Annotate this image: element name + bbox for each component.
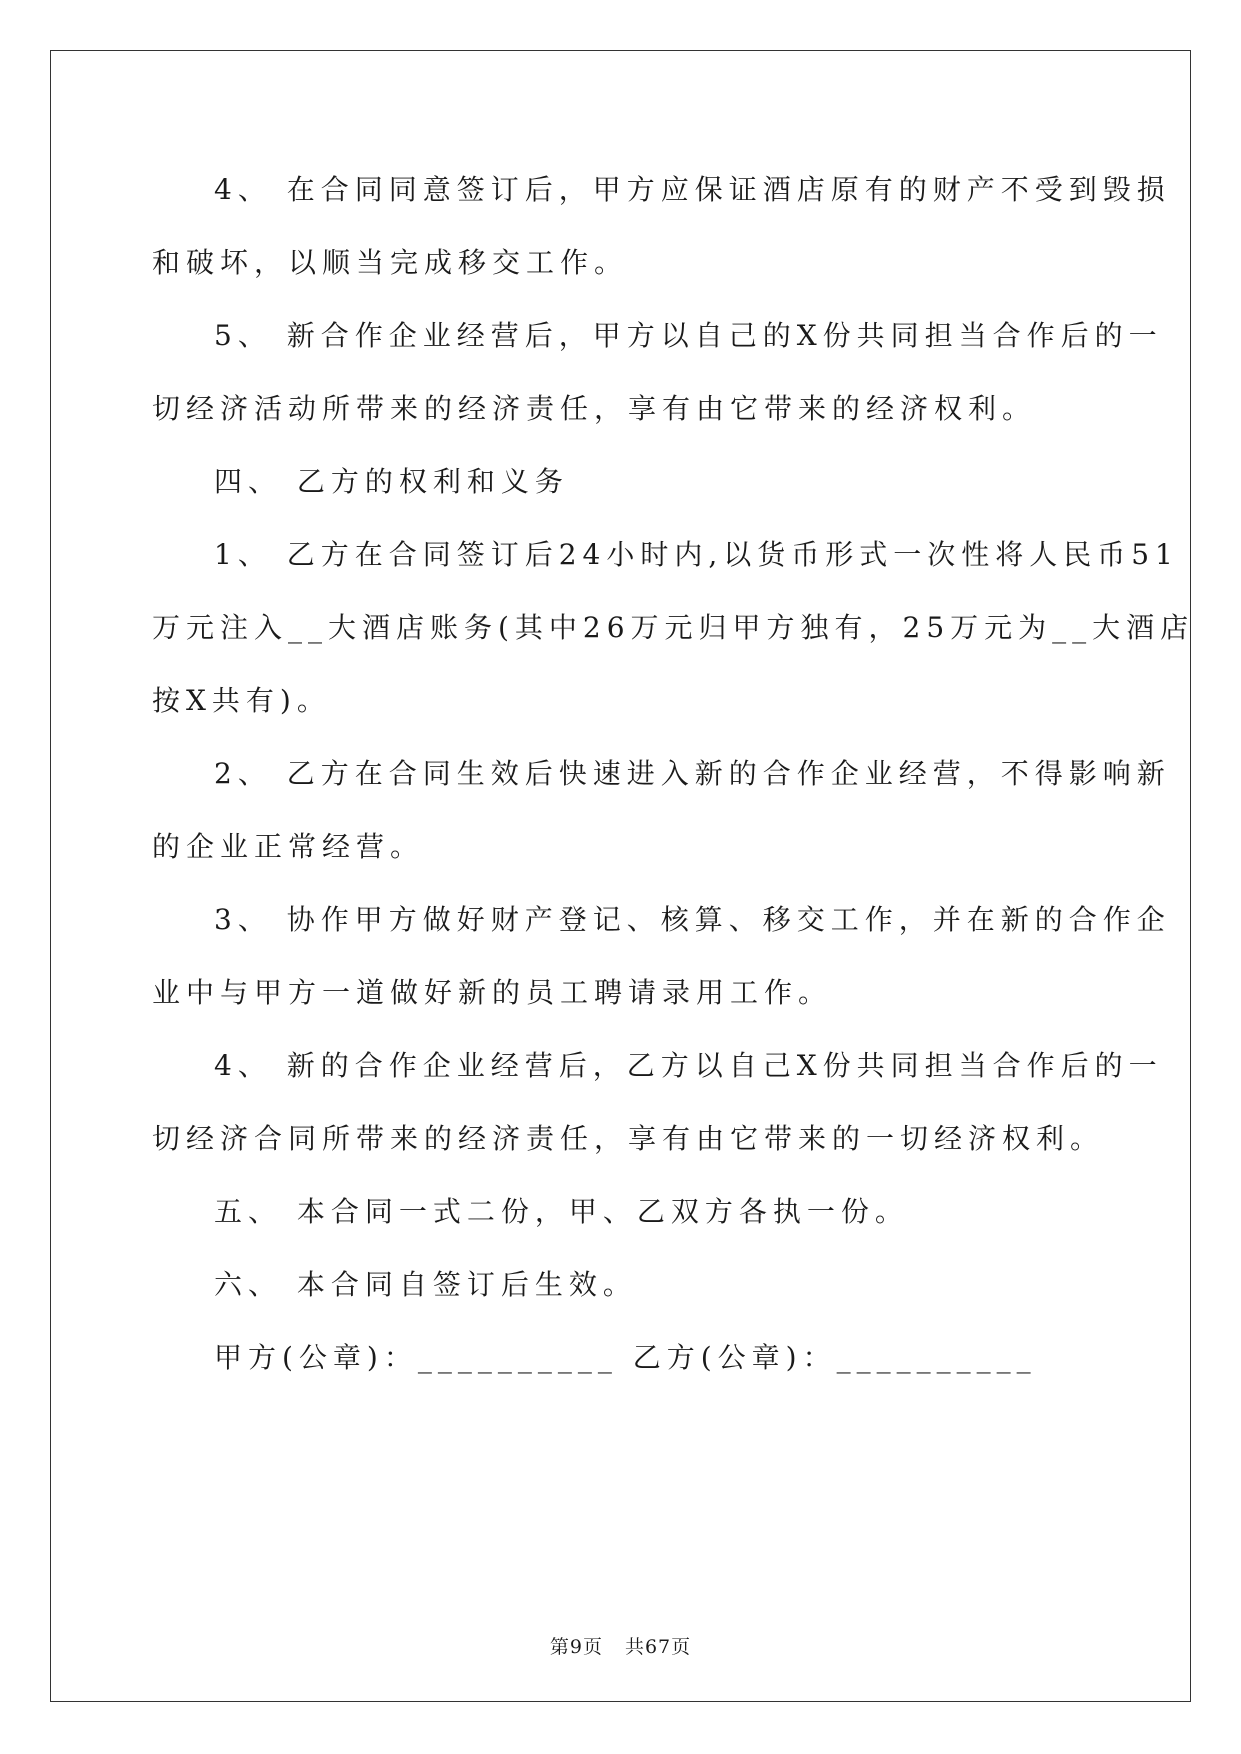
section-heading: 五、 本合同一式二份，甲、乙双方各执一份。 xyxy=(214,1195,909,1228)
section-heading: 六、 本合同自签订后生效。 xyxy=(214,1268,637,1301)
paragraph-line: 4、 在合同同意签订后，甲方应保证酒店原有的财产不受到毁损 xyxy=(214,173,1171,206)
paragraph-line: 切经济活动所带来的经济责任，享有由它带来的经济权利。 xyxy=(152,392,1037,425)
paragraph-line: 1、 乙方在合同签订后24小时内,以货币形式一次性将人民币51 xyxy=(214,538,1179,571)
paragraph-line: 按X共有)。 xyxy=(152,684,331,717)
page-total: 共67页 xyxy=(624,1636,692,1658)
paragraph-line: 业中与甲方一道做好新的员工聘请录用工作。 xyxy=(152,976,833,1009)
paragraph-line: 的企业正常经营。 xyxy=(152,830,425,863)
paragraph-line: 和破坏，以顺当完成移交工作。 xyxy=(152,246,629,279)
paragraph-line: 5、 新合作企业经营后，甲方以自己的X份共同担当合作后的一 xyxy=(214,319,1163,352)
paragraph-line: 万元注入__大酒店账务(其中26万元归甲方独有，25万元为__大酒店 xyxy=(152,611,1195,644)
page-number: 第9页 xyxy=(549,1636,603,1658)
page-border xyxy=(50,50,1195,1702)
paragraph-line: 切经济合同所带来的经济责任，享有由它带来的一切经济权利。 xyxy=(152,1122,1105,1155)
page-footer xyxy=(0,1632,1241,1659)
paragraph-line: 2、 乙方在合同生效后快速进入新的合作企业经营，不得影响新 xyxy=(214,757,1171,790)
signature-line: 甲方(公章)：__________ 乙方(公章)：__________ xyxy=(214,1341,1037,1374)
paragraph-line: 3、 协作甲方做好财产登记、核算、移交工作，并在新的合作企 xyxy=(214,903,1171,936)
paragraph-line: 4、 新的合作企业经营后，乙方以自己X份共同担当合作后的一 xyxy=(214,1049,1163,1082)
section-heading: 四、 乙方的权利和义务 xyxy=(214,465,569,498)
